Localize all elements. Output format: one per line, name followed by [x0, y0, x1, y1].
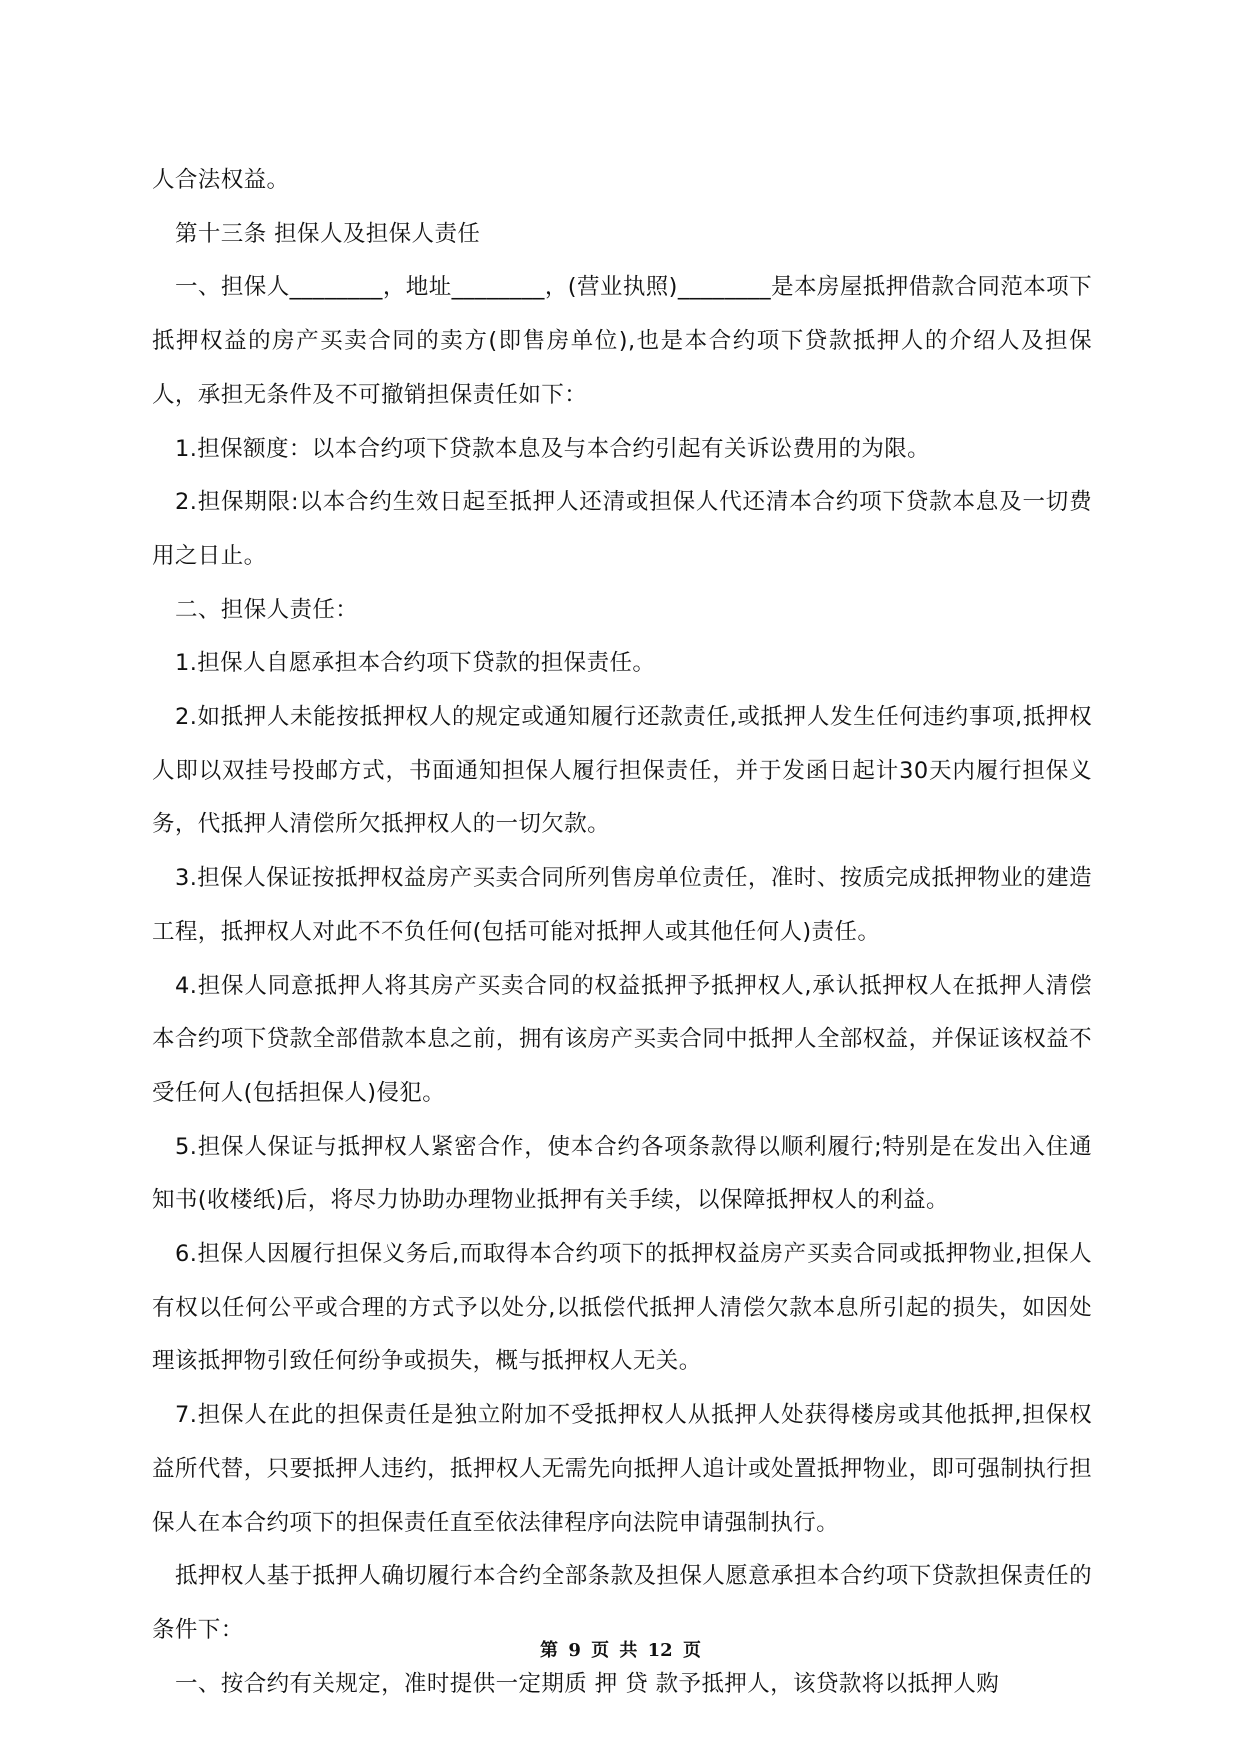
paragraph-10: 4.担保人同意抵押人将其房产买卖合同的权益抵押予抵押权人,承认抵押权人在抵押人清偿本合约项下贷款全部借款本息之前，拥有该房产买卖合同中抵押人全部权益，并保证该权益不受任何人(包括担保人)侵犯。: [152, 972, 1092, 1106]
paragraph-5: 2.担保期限:以本合约生效日起至抵押人还清或担保人代还清本合约项下贷款本息及一切费用之日止。: [152, 489, 1092, 569]
paragraph-11: 5.担保人保证与抵押权人紧密合作，使本合约各项条款得以顺利履行;特别是在发出入住通知书(收楼纸)后，将尽力协助办理物业抵押有关手续，以保障抵押权人的利益。: [152, 1133, 1092, 1214]
paragraph-12: 6.担保人因履行担保义务后,而取得本合约项下的抵押权益房产买卖合同或抵押物业,担保人有权以任何公平或合理的方式予以处分,以抵偿代抵押人清偿欠款本息所引起的损失，如因处理该抵押物引致任何纷争或损失，概与抵押权人无关。: [152, 1241, 1092, 1375]
section-2-heading: 二、担保人责任：: [175, 596, 359, 623]
paragraph-1: 人合法权益。: [152, 167, 290, 193]
paragraph-9: 3.担保人保证按抵押权益房产买卖合同所列售房单位责任，准时、按质完成抵押物业的建造工程，抵押权人对此不不负任何(包括可能对抵押人或其他任何人)责任。: [152, 865, 1092, 945]
paragraph-7: 1.担保人自愿承担本合约项下贷款的担保责任。: [175, 650, 656, 677]
paragraph-13: 7.担保人在此的担保责任是独立附加不受抵押权人从抵押人处获得楼房或其他抵押,担保权益所代替，只要抵押人违约，抵押权人无需先向抵押人追计或处置抵押物业，即可强制执行担保人在本合约项下的担保责任直至依法律程序向法院申请强制执行。: [152, 1402, 1092, 1536]
document-body: [152, 154, 1092, 1711]
paragraph-4: 1.担保额度：以本合约项下贷款本息及与本合约引起有关诉讼费用的为限。: [175, 435, 931, 462]
paragraph-14: 抵押权人基于抵押人确切履行本合约全部条款及担保人愿意承担本合约项下贷款担保责任的条件下：: [152, 1563, 1092, 1643]
article-13-heading: 第十三条 担保人及担保人责任: [175, 220, 481, 247]
page-number-footer: 第 9 页 共 12 页: [540, 1640, 701, 1661]
paragraph-8: 2.如抵押人未能按抵押权人的规定或通知履行还款责任,或抵押人发生任何违约事项,抵押权人即以双挂号投邮方式，书面通知担保人履行担保责任，并于发函日起计30天内履行担保义务，代抵押人清偿所欠抵押权人的一切欠款。: [152, 704, 1092, 838]
paragraph-15: 一、按合约有关规定，准时提供一定期质 押 贷 款予抵押人，该贷款将以抵押人购: [175, 1670, 1000, 1697]
paragraph-3: 一、担保人________，地址________，(营业执照)________是本房屋抵押借款合同范本项下抵押权益的房产买卖合同的卖方(即售房单位),也是本合约项下贷款抵押人的介绍人及担保人，承担无条件及不可撤销担保责任如下：: [152, 274, 1092, 408]
